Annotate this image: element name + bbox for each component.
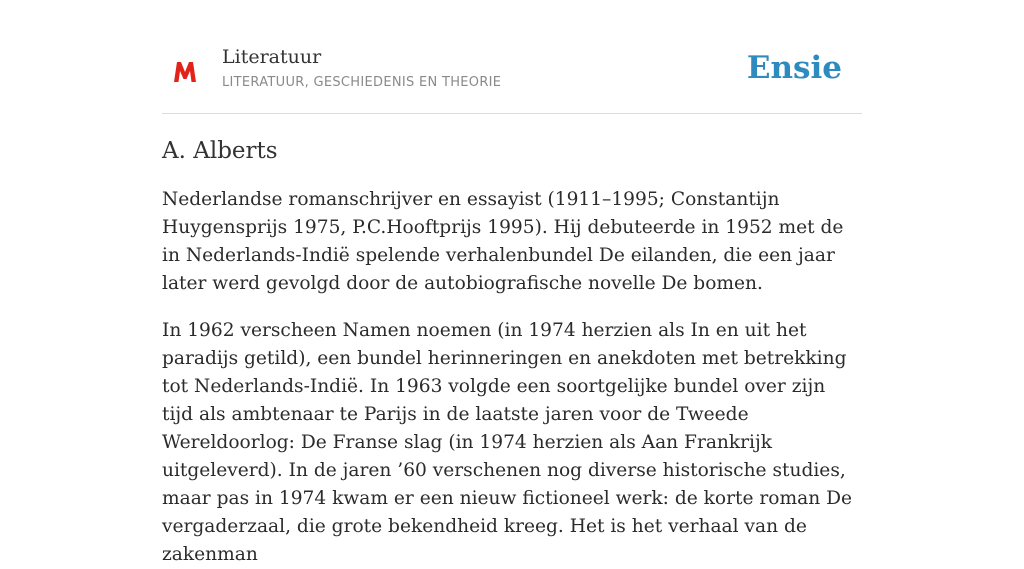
m-logo-icon[interactable] [172, 58, 198, 84]
entry-paragraph: In 1962 verscheen Namen noemen (in 1974 herzien als In en uit het paradijs getild), een bundel herinneringen en anekdoten met betrekking tot Nederlands-Indië. In 1963 volgde een soortgelijke bundel over zijn tijd als ambtenaar te Parijs in de laatste jaren voor de Tweede Wereldoorlog: De Franse slag (in 1974 herzien als Aan Frankrijk uitgeleverd). In de jaren ’60 verschenen nog diverse historische studies, maar pas in 1974 kwam er een nieuw fictioneel werk: de korte roman De vergaderzaal, die grote bekendheid kreeg. Het is het verhaal van de zakenman [162, 320, 853, 565]
page [162, 0, 862, 569]
brand-logo[interactable]: Ensie [746, 50, 842, 86]
source-title[interactable]: Literatuur [222, 46, 322, 68]
source-subtitle: LITERATUUR, GESCHIEDENIS EN THEORIE [222, 75, 502, 90]
entry-paragraph: Nederlandse romanschrijver en essayist (1911–1995; Constantijn Huygensprijs 1975, P.C.Hooftprijs 1995). Hij debuteerde in 1952 met de in Nederlands-Indië spelende verhalenbundel De eilanden, die een jaar later werd gevolgd door de autobiografische novelle De bomen. [162, 189, 844, 294]
site-header [162, 0, 862, 114]
entry-title: A. Alberts [162, 138, 278, 164]
